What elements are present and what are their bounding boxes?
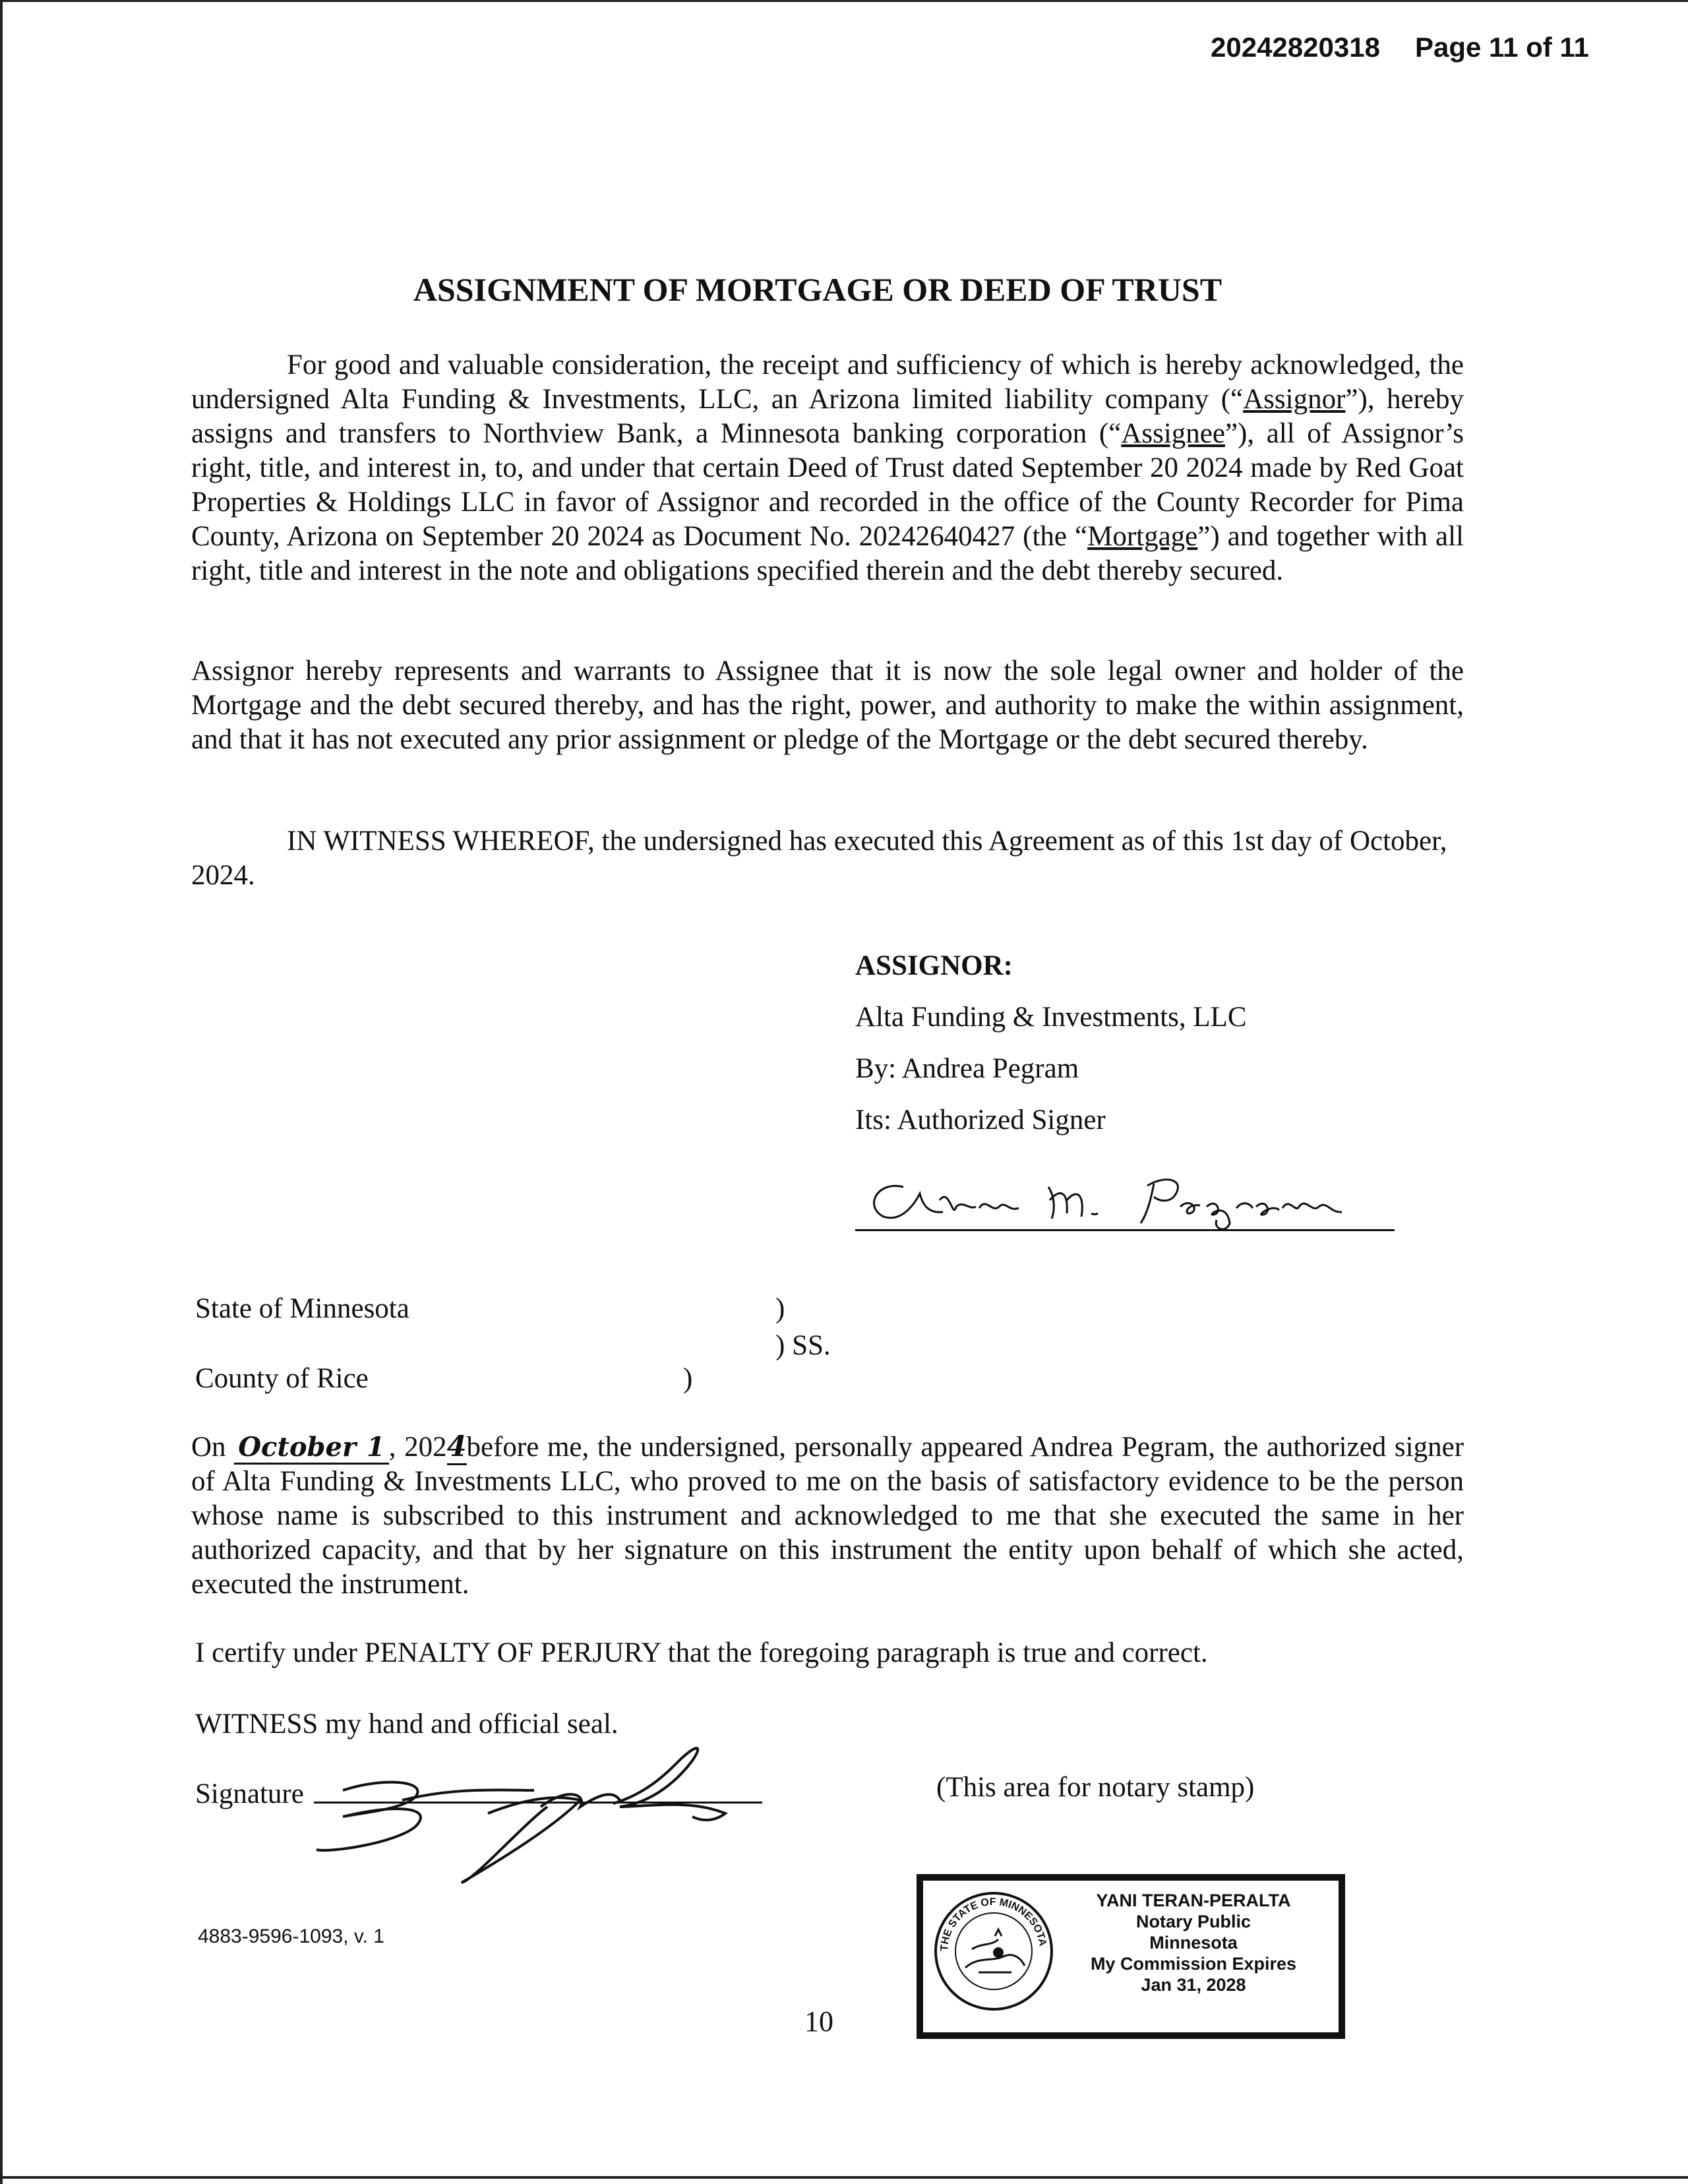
seal-text: THE STATE OF MINNESOTA [938,1896,1048,1952]
page-number: 10 [804,2005,833,2038]
mortgage-term: Mortgage [1087,521,1198,552]
acknowledgment-paragraph [191,1430,1464,1602]
page-left-border [0,0,3,2184]
ack-year-handwritten: 4 [447,1430,467,1465]
page-bottom-border [0,2176,1688,2179]
assignment-paragraph [191,348,1464,588]
notary-area-label: (This area for notary stamp) [936,1772,1255,1803]
notary-commission-label: My Commission Expires [1090,1954,1297,1974]
page-indicator: Page 11 of 11 [1415,32,1589,63]
notary-commission-expiry: Jan 31, 2028 [1141,1975,1246,1995]
assignor-heading: ASSIGNOR: [855,950,1013,981]
ack-date-handwritten: October 1 [234,1432,389,1465]
assignor-company: Alta Funding & Investments, LLC [855,1002,1247,1033]
notary-signature [303,1728,778,1899]
venue-paren-2: ) [683,1363,693,1394]
assignor-its: Its: Authorized Signer [855,1105,1106,1136]
notary-stamp [917,1874,1345,2039]
document-number: 20242820318 [1211,32,1380,63]
ack-year-prefix: , 202 [388,1432,447,1463]
notary-state: Minnesota [1149,1933,1238,1953]
assignor-signature-line [855,1229,1395,1231]
perjury-certification: I certify under PENALTY OF PERJURY that the foregoing paragraph is true and correct. [195,1637,1208,1668]
witness-whereof-paragraph: IN WITNESS WHEREOF, the undersigned has executed this Agreement as of this 1st day of October, 2024. [191,826,1447,891]
assignment-text-1: For good and valuable consideration, the receipt and sufficiency of which is hereby acknowledged, the undersigned Alta Funding & Investments, LLC, an Arizona limited liability company (“ [191,349,1464,415]
document-title: ASSIGNMENT OF MORTGAGE OR DEED OF TRUST [413,271,1222,308]
stamp-text-block [1062,1890,1325,1995]
assignment-text-2: ”), hereby assigns and transfers to Northview Bank, a Minnesota banking corporation (“ [191,384,1464,449]
warranty-paragraph: Assignor hereby represents and warrants to Assignee that it is now the sole legal owner and holder of the Mortgage and the debt secured thereby, and has the right, power, and authority to make the within assignment, and that it has not executed any prior assignment or pledge of the Mortgage or the debt secured thereby. [191,655,1464,755]
page-top-border [0,0,1688,2]
assignment-text-4: ”) and together with all right, title and interest in the note and obligations specified therein and the debt thereby secured. [191,521,1464,586]
assignment-text-3: ”), all of Assignor’s right, title, and interest in, to, and under that certain Deed of Trust dated September 20 2024 made by Red Goat Properties & Holdings LLC in favor of Assignor and recorded in the office of the County Recorder for Pima County, Arizona on September 20 2024 as Document No. 20242640427 (the “ [191,418,1464,552]
venue-county: County of Rice [195,1363,369,1394]
notary-name: YANI TERAN-PERALTA [1096,1891,1291,1910]
ack-body: before me, the undersigned, personally appeared Andrea Pegram, the authorized signer of Alta Funding & Investments LLC, who proved to me on the basis of satisfactory evidence to be the person whose name is subscribed to this instrument and acknowledged to me that she executed the same in her authorized capacity, and that by her signature on this instrument the entity upon behalf of which she acted, executed the instrument. [191,1432,1464,1600]
witness-statement: WITNESS my hand and official seal. [195,1709,618,1740]
state-seal-icon [932,1890,1055,2013]
assignor-term: Assignor [1243,384,1346,415]
assignee-term: Assignee [1121,418,1225,449]
signature-label: Signature [195,1778,304,1809]
assignor-signature [857,1161,1404,1240]
document-reference: 4883-9596-1093, v. 1 [198,1926,384,1947]
notary-title: Notary Public [1135,1912,1251,1931]
venue-ss: ) SS. [775,1330,831,1361]
venue-state: State of Minnesota [195,1293,409,1324]
venue-paren-1: ) [775,1293,785,1324]
ack-on: On [191,1432,226,1463]
assignor-by: By: Andrea Pegram [855,1053,1079,1084]
